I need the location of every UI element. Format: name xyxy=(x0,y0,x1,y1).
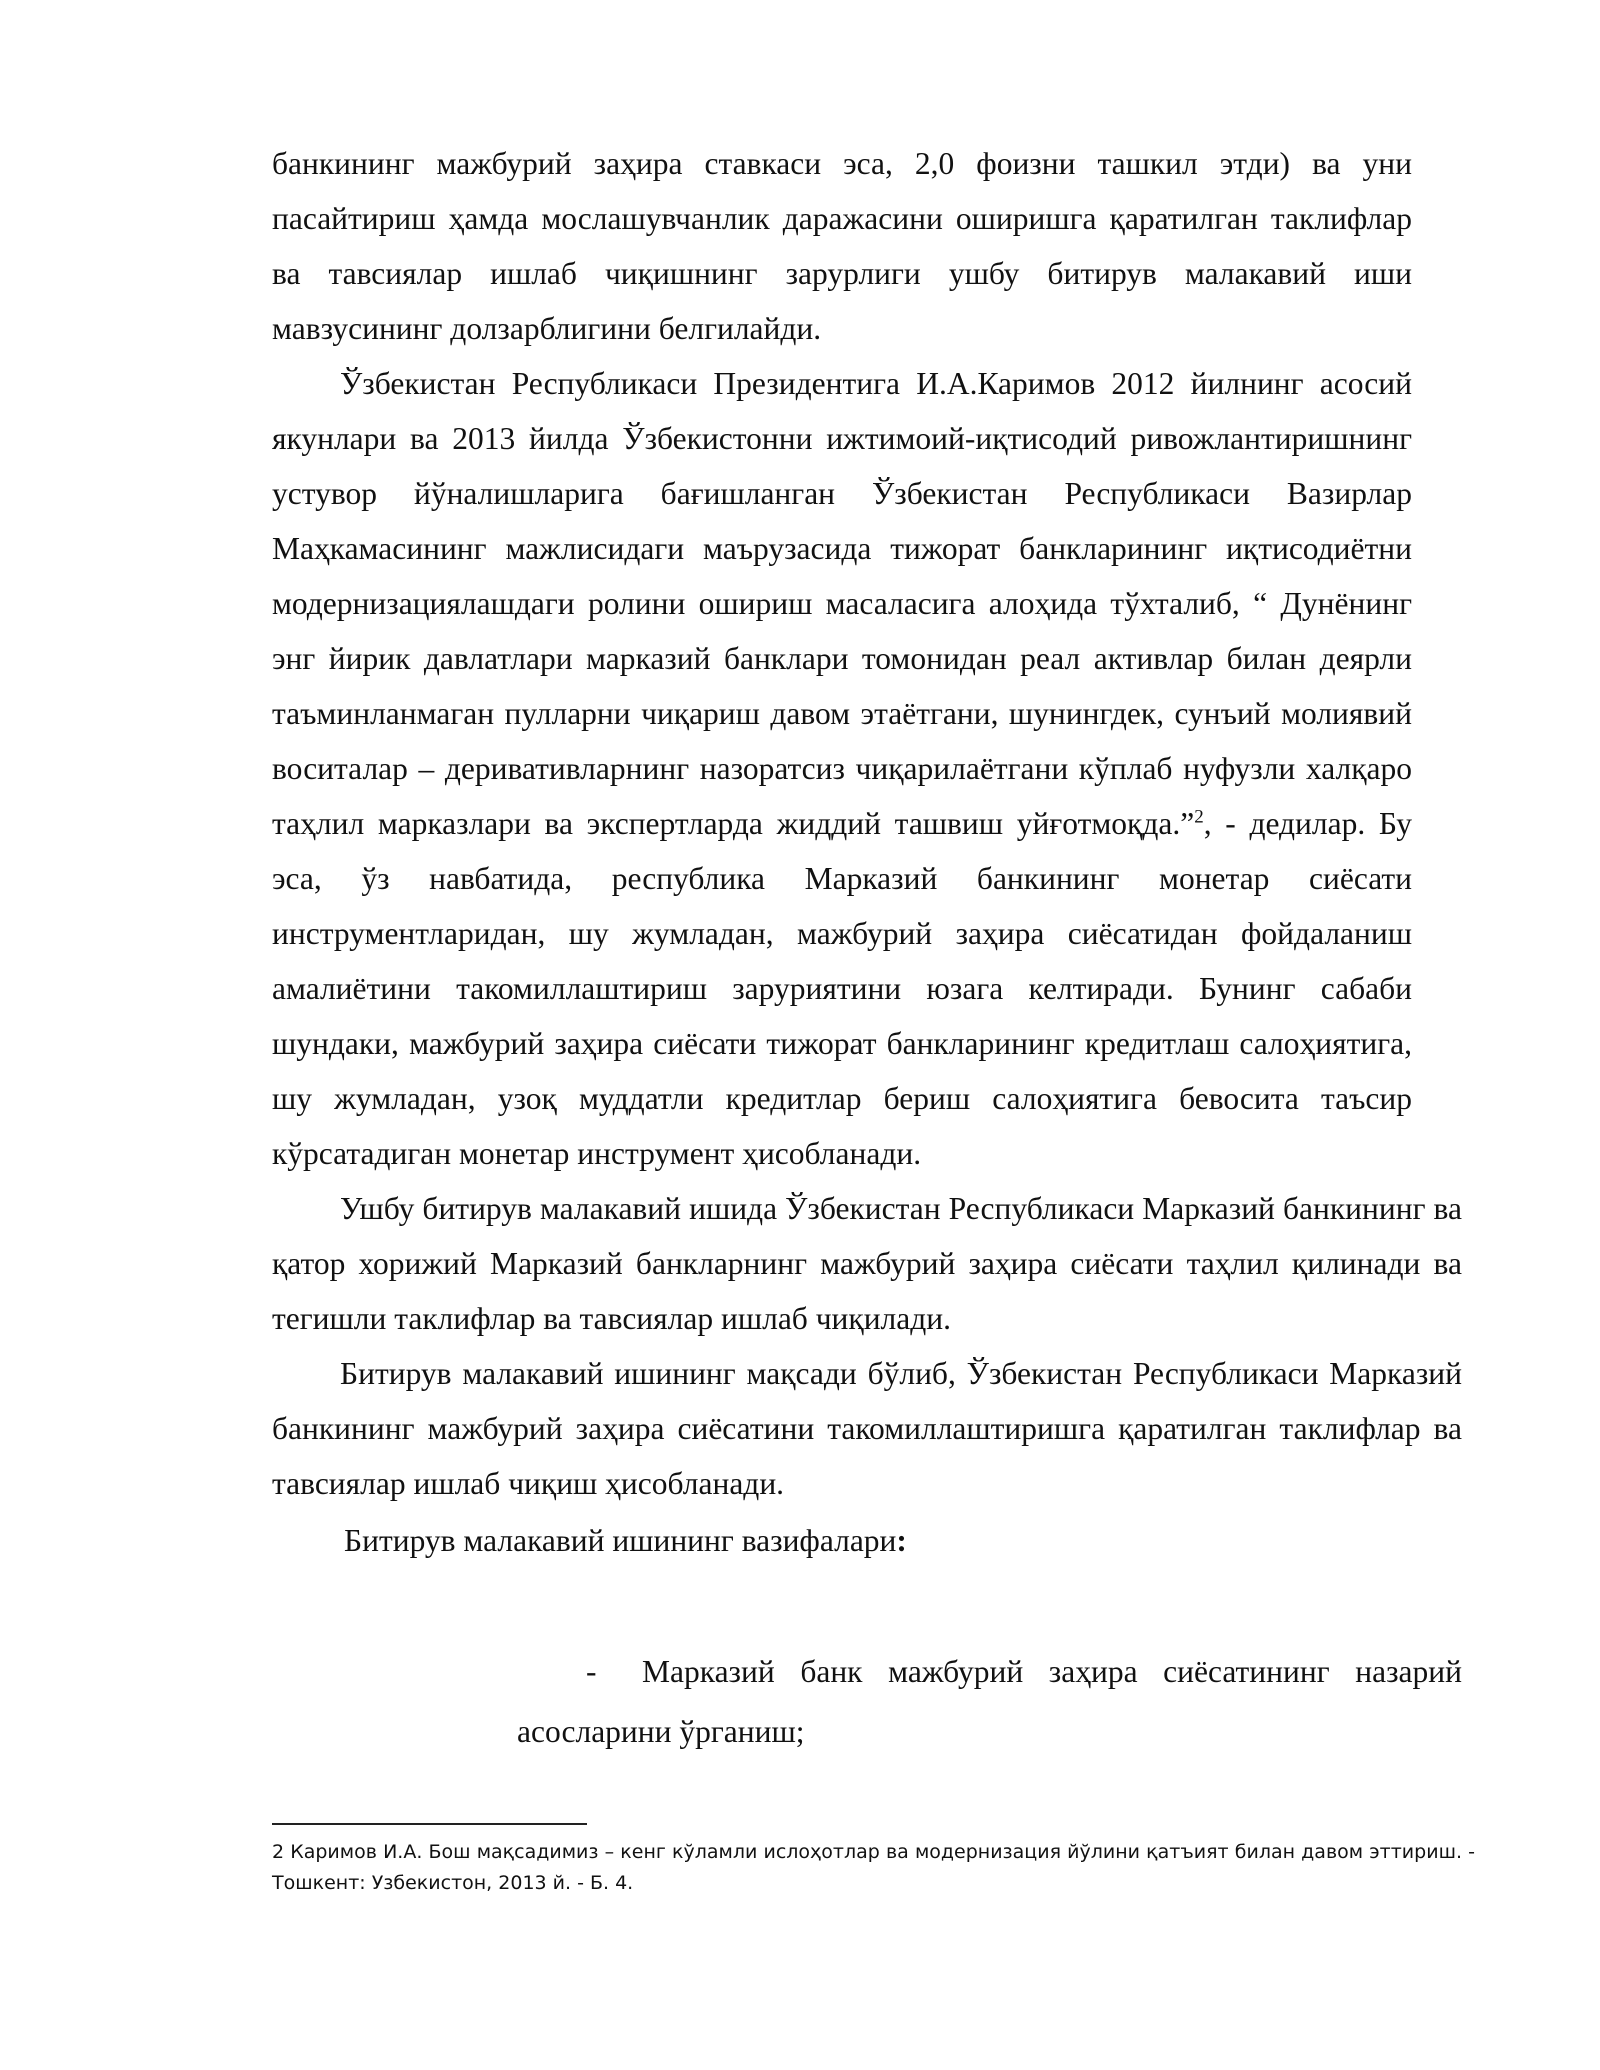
tasks-list xyxy=(517,1642,1462,1762)
speech-text-after-reference: , - дедилар. Бу эса, ўз навбатида, республика Марказий банкининг монетар сиёсати инструментларидан, шу жумладан, мажбурий заҳира сиёсатидан фойдаланиш амалиётини такомиллаштириш заруриятини юзага келтиради. Бунинг сабаби шундаки, мажбурий заҳира сиёсати тижорат банкларининг кредитлаш салоҳиятига, шу жумладан, узоқ муддатли кредитлар бериш салоҳиятига бевосита таъсир кўрсатадиган монетар инструмент ҳисобланади. xyxy=(272,806,1412,1171)
tasks-heading xyxy=(272,1513,1412,1568)
footnote-reference[interactable]: 2 xyxy=(1194,806,1204,828)
list-item xyxy=(517,1642,1462,1702)
body-text xyxy=(272,136,1462,1568)
tasks-heading-colon: : xyxy=(896,1523,907,1558)
paragraph-relevance: банкининг мажбурий заҳира ставкаси эса, 2,0 фоизни ташкил этди) ва уни пасайтириш ҳамда мослашувчанлик даражасини оширишга қаратилган таклифлар ва тавсиялар ишлаб чиқишнинг зарурлиги ушбу битирув малакавий иши мавзусининг долзарблигини белгилайди. xyxy=(272,146,1412,346)
paragraph-president-speech xyxy=(272,356,1412,1181)
list-item-text-line1: Марказий банк мажбурий заҳира сиёсатининг назарий xyxy=(642,1654,1462,1689)
list-item-marker: - xyxy=(586,1654,597,1689)
footnote: 2 Каримов И.А. Бош мақсадимиз – кенг кўламли ислоҳотлар ва модернизация йўлини қатъият билан давом эттириш. - Тошкент: Узбекистон, 2013 й. - Б. 4. xyxy=(272,1841,1475,1894)
speech-text-before-reference: Ўзбекистан Республикаси Президентига И.А.Каримов 2012 йилнинг асосий якунлари ва 2013 йилда Ўзбекистонни ижтимоий-иқтисодий ривожлантиришнинг устувор йўналишларига бағишланган Ўзбекистан Республикаси Вазирлар Маҳкамасининг мажлисидаги маърузасида тижорат банкларининг иқтисодиётни модернизациялашдаги ролини ошириш масаласига алоҳида тўхталиб, “ Дунёнинг энг йирик давлатлари марказий банклари томонидан реал активлар билан деярли таъминланмаган пулларни чиқариш давом этаётгани, шунингдек, сунъий молиявий воситалар – деривативларнинг назоратсиз чиқарилаётгани кўплаб нуфузли халқаро таҳлил марказлари ва экспертларда жиддий ташвиш уйғотмоқда.” xyxy=(272,366,1412,841)
paragraph-goal: Битирув малакавий ишининг мақсади бўлиб, Ўзбекистан Республикаси Марказий банкининг мажбурий заҳира сиёсатини такомиллаштиришга қаратилган таклифлар ва тавсиялар ишлаб чиқиш ҳисобланади. xyxy=(272,1356,1462,1501)
list-item-text-line2: асосларини ўрганиш; xyxy=(517,1714,805,1749)
paragraph-analysis-scope: Ушбу битирув малакавий ишида Ўзбекистан Республикаси Марказий банкининг ва қатор хорижий Марказий банкларнинг мажбурий заҳира сиёсати таҳлил қилинади ва тегишли таклифлар ва тавсиялар ишлаб чиқилади. xyxy=(272,1191,1462,1336)
footnote-separator xyxy=(272,1823,587,1825)
tasks-heading-text: Битирув малакавий ишининг вазифалари xyxy=(344,1523,897,1558)
